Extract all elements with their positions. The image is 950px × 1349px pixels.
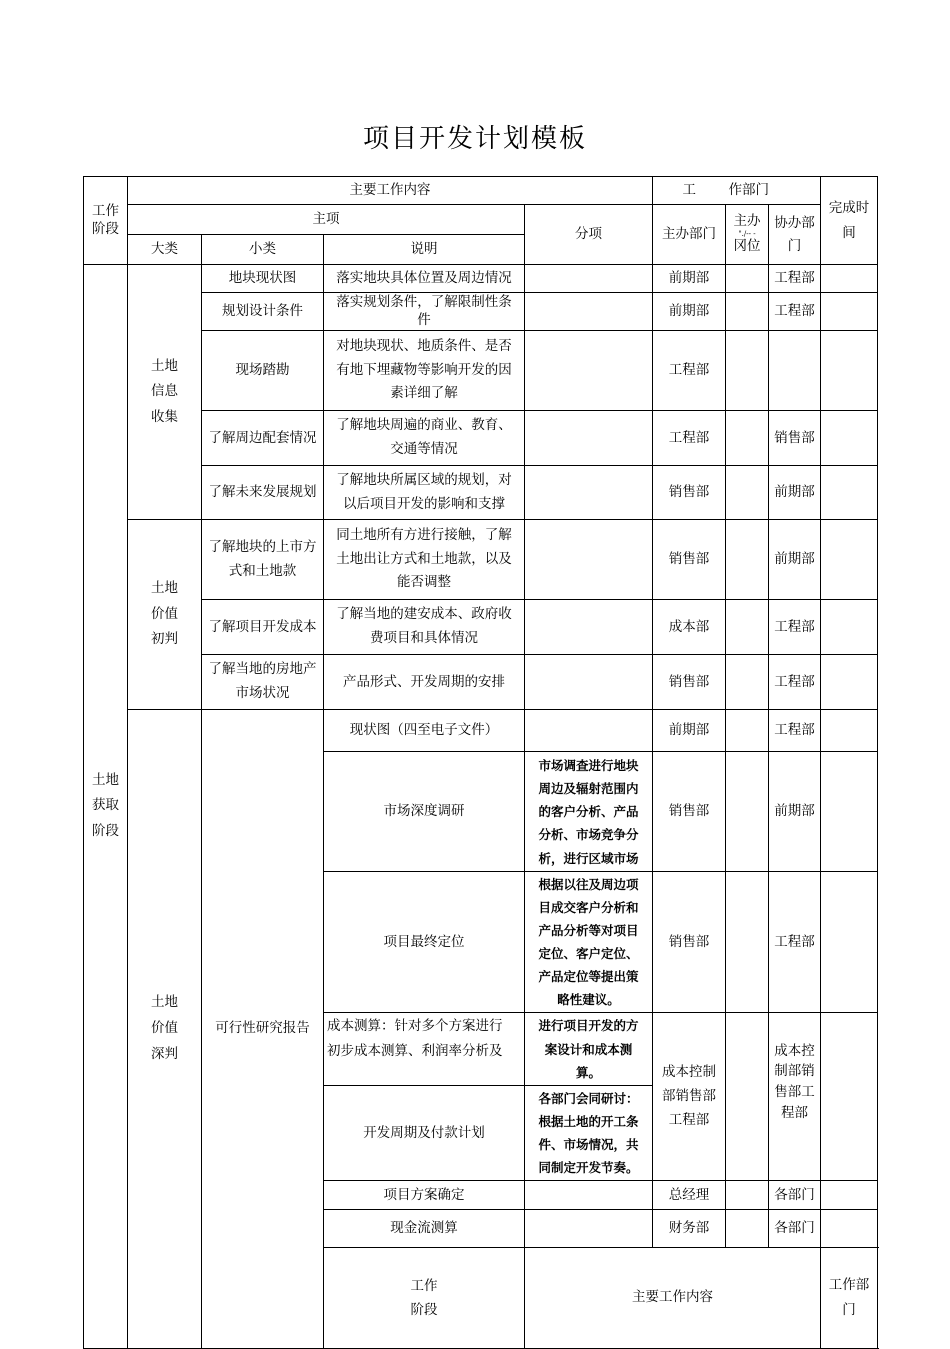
subcategory-cell: 规划设计条件 [202,293,324,331]
header-main-item: 主项 [128,205,525,235]
description-cell: 项目最终定位 [324,871,525,1013]
category-cell: 土地 信息 收集 [128,265,202,520]
lead-post-cell [726,1181,769,1210]
lead-dept-cell: 财务部 [653,1210,726,1248]
assist-dept-cell: 前期部 [769,752,821,872]
subcategory-cell: 了解地块的上市方 式和土地款 [202,520,324,600]
description-cell: 对地块现状、地质条件、是否 有地下埋藏物等影响开发的因 素详细了解 [324,331,525,411]
finish-time-cell [821,871,878,1013]
lead-dept-cell: 成本部 [653,600,726,655]
assist-dept-cell [769,331,821,411]
finish-time-cell [821,752,878,872]
lead-dept-cell: 工程部 [653,411,726,466]
finish-time-cell [821,411,878,466]
description-cell: 产品形式、开发周期的安排 [324,655,525,710]
finish-time-cell [821,1013,878,1181]
sub-item-cell [525,1210,653,1248]
lead-post-cell [726,710,769,752]
sub-item-cell: 市场调查进行地块 周边及辐射范围内 的客户分析、产品 分析、市场竞争分 析，进行区域市场 [525,752,653,872]
description-cell: 现状图（四至电子文件） [324,710,525,752]
lead-post-cell [726,331,769,411]
subcategory-cell: 了解未来发展规划 [202,466,324,520]
lead-post-cell [726,411,769,466]
assist-dept-cell: 工程部 [769,293,821,331]
assist-dept-cell: 成本控 制部销 售部工 程部 [769,1013,821,1181]
header-stage: 工作 阶段 [84,177,128,265]
lead-dept-cell: 销售部 [653,871,726,1013]
lead-dept-cell: 工程部 [653,331,726,411]
plan-table [83,176,878,1349]
description-cell: 开发周期及付款计划 [324,1085,525,1181]
description-cell: 了解当地的建安成本、政府收 费项目和具体情况 [324,600,525,655]
description-cell: 落实规划条件，了解限制性条 件 [324,293,525,331]
sub-item-cell [525,520,653,600]
assist-dept-cell: 工程部 [769,710,821,752]
lead-post-cell [726,655,769,710]
assist-dept-cell: 工程部 [769,655,821,710]
lead-post-cell [726,265,769,293]
description-cell: 落实地块具体位置及周边情况 [324,265,525,293]
lead-dept-cell: 总经理 [653,1181,726,1210]
table-row [84,520,878,600]
table-row [84,331,878,411]
assist-dept-cell: 前期部 [769,466,821,520]
sub-item-cell: 根据以往及周边项 目成交客户分析和 产品分析等对项目 定位、客户定位、 产品定位等提出策 略性建议。 [525,871,653,1013]
finish-time-cell [821,600,878,655]
assist-dept-cell: 前期部 [769,520,821,600]
table-row [84,466,878,520]
finish-time-cell [821,331,878,411]
assist-dept-cell: 工程部 [769,871,821,1013]
description-cell: 成本测算：针对多个方案进行 初步成本测算、利润率分析及 [324,1013,525,1085]
header-description: 说明 [324,235,525,265]
lead-post-cell [726,520,769,600]
lead-dept-cell: 销售部 [653,466,726,520]
subcategory-cell: 现场踏勘 [202,331,324,411]
lead-post-cell [726,871,769,1013]
description-cell: 市场深度调研 [324,752,525,872]
subcategory-cell: 了解项目开发成本 [202,600,324,655]
header-sub-item: 分项 [525,205,653,265]
header-main-content: 主要工作内容 [128,177,653,205]
sub-item-cell [525,710,653,752]
header-dept-left: 工 [653,177,726,205]
sub-item-cell [525,293,653,331]
finish-time-cell [821,265,878,293]
sub-item-cell: 各部门会同研讨： 根据土地的开工条 件、市场情况，共 同制定开发节奏。 [525,1085,653,1181]
assist-dept-cell: 各部门 [769,1210,821,1248]
table-row [84,293,878,331]
assist-dept-cell: 销售部 [769,411,821,466]
sub-item-cell [525,1181,653,1210]
lead-post-cell [726,600,769,655]
lead-dept-cell: 前期部 [653,265,726,293]
table-row [84,710,878,752]
page-title: 项目开发计划模板 [362,124,587,154]
description-cell: 现金流测算 [324,1210,525,1248]
finish-time-cell [821,710,878,752]
lead-dept-cell: 前期部 [653,710,726,752]
lead-dept-cell: 前期部 [653,293,726,331]
finish-time-cell [821,655,878,710]
table-row [84,600,878,655]
lead-dept-cell: 销售部 [653,752,726,872]
sub-item-cell [525,600,653,655]
footer-main-content: 主要工作内容 [525,1248,821,1348]
lead-dept-cell: 成本控制 部销售部 工程部 [653,1013,726,1181]
stage-cell: 土地 获取 阶段 [84,265,128,1349]
subcategory-cell: 了解周边配套情况 [202,411,324,466]
lead-dept-cell: 销售部 [653,655,726,710]
finish-time-cell [821,520,878,600]
category-cell: 土地 价值 初判 [128,520,202,710]
table-row [84,655,878,710]
assist-dept-cell: 工程部 [769,600,821,655]
header-finish-time: 完成时 间 [821,177,878,265]
subcategory-cell: 地块现状图 [202,265,324,293]
finish-time-cell [821,293,878,331]
footer-stage: 工作 阶段 [324,1248,525,1348]
sub-item-cell [525,265,653,293]
finish-time-cell [821,1181,878,1210]
subcategory-cell: 了解当地的房地产 市场状况 [202,655,324,710]
description-cell: 项目方案确定 [324,1181,525,1210]
finish-time-cell [821,466,878,520]
assist-dept-cell: 工程部 [769,265,821,293]
header-dept-right: 作部门 [726,177,821,205]
finish-time-cell [821,1210,878,1248]
sub-item-cell [525,466,653,520]
header-assist-dept: 协办部 门 [769,205,821,265]
table-row [84,265,878,293]
header-lead-post: 主办 "./-- - 冈位 [726,205,769,265]
sub-item-cell [525,655,653,710]
description-cell: 了解地块周遍的商业、教育、 交通等情况 [324,411,525,466]
footer-dept: 工作部门 [821,1248,878,1348]
header-lead-dept: 主办部门 [653,205,726,265]
lead-post-cell [726,752,769,872]
table-row [84,411,878,466]
description-cell: 同土地所有方进行接触，了解 土地出让方式和土地款，以及 能否调整 [324,520,525,600]
sub-item-cell: 进行项目开发的方 案设计和成本测 算。 [525,1013,653,1085]
lead-dept-cell: 销售部 [653,520,726,600]
header-subcategory: 小类 [202,235,324,265]
subcategory-cell: 可行性研究报告 [202,710,324,1348]
category-cell: 土地 价值 深判 [128,710,202,1348]
assist-dept-cell: 各部门 [769,1181,821,1210]
lead-post-cell [726,1210,769,1248]
lead-post-cell [726,293,769,331]
description-cell: 了解地块所属区域的规划，对 以后项目开发的影响和支撑 [324,466,525,520]
sub-item-cell [525,411,653,466]
lead-post-cell [726,1013,769,1181]
header-category: 大类 [128,235,202,265]
lead-post-cell [726,466,769,520]
sub-item-cell [525,331,653,411]
